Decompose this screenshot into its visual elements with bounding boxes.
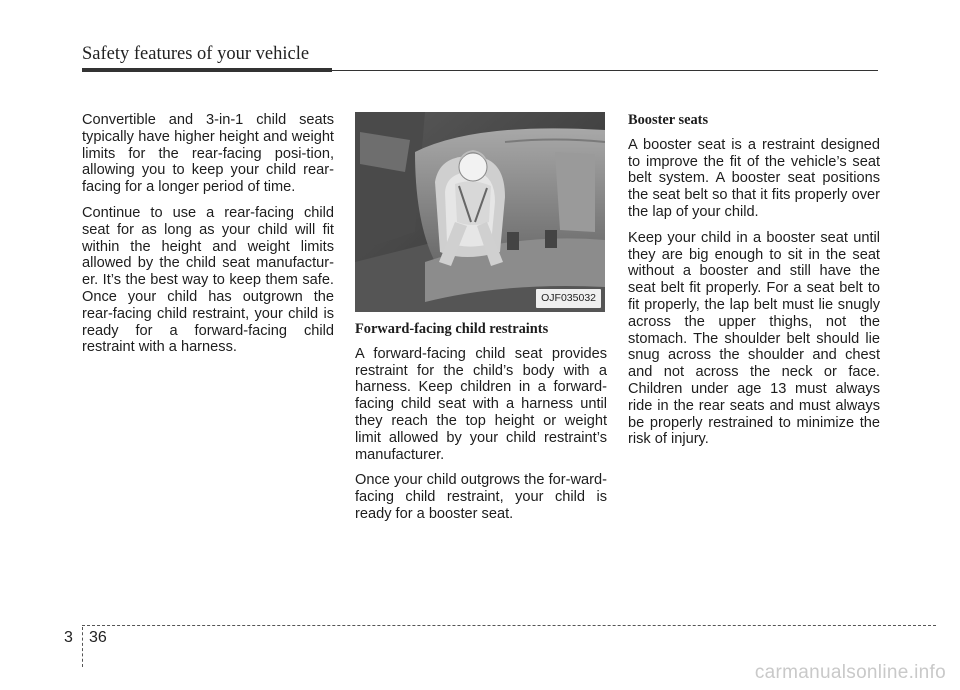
figure-code: OJF035032 bbox=[536, 289, 601, 308]
section-heading-booster-seats: Booster seats bbox=[628, 112, 709, 128]
page-number: 36 bbox=[89, 629, 107, 646]
footer-rule bbox=[82, 625, 936, 626]
text-column-3 bbox=[628, 112, 880, 457]
header-rule bbox=[82, 70, 878, 71]
paragraph: Continue to use a rear-facing child seat for as long as your child will fit within the height and weight limits allowed by the child seat manufactur-er. It’s the best way to keep them safe. Once your child has outgrown the rear-facing child restraint, your child is ready for a forward-facing child restraint with a harness. bbox=[82, 204, 334, 356]
paragraph: Keep your child in a booster seat until they are big enough to sit in the seat without a booster and still have the seat belt fit properly. For a seat belt to fit properly, the lap belt must lie snugly across the upper thighs, not the stomach. The shoulder belt should lie snug across the shoulder and chest and not across the neck or face. Children under age 13 must always ride in the rear seats and must always be properly restrained to minimize the risk of injury. bbox=[628, 229, 880, 448]
text-column-2 bbox=[355, 112, 607, 532]
chapter-number: 3 bbox=[64, 629, 73, 646]
section-heading-forward-facing: Forward-facing child restraints bbox=[355, 321, 549, 337]
paragraph: Convertible and 3-in-1 child seats typically have higher height and weight limits for the rear-facing posi-tion, allowing you to keep your child rear-facing for a longer period of time. bbox=[82, 112, 334, 196]
paragraph: Once your child outgrows the for-ward-facing child restraint, your child is ready for a booster seat. bbox=[355, 472, 607, 522]
paragraph: A forward-facing child seat provides restraint for the child’s body with a harness. Keep children in a forward-facing child seat with a harness until they reach the top height or weight limit allowed by your child restraint’s manufacturer. bbox=[355, 345, 607, 463]
paragraph: A booster seat is a restraint designed to improve the fit of the vehicle’s seat belt system. A booster seat positions the seat belt so that it fits properly over the lap of your child. bbox=[628, 136, 880, 220]
page-header-title: Safety features of your vehicle bbox=[82, 44, 310, 64]
child-seat-illustration bbox=[355, 112, 605, 312]
car-rear-seat-image bbox=[355, 112, 605, 312]
watermark: carmanualsonline.info bbox=[754, 662, 946, 683]
text-column-1 bbox=[82, 112, 334, 365]
footer-divider bbox=[82, 627, 83, 667]
